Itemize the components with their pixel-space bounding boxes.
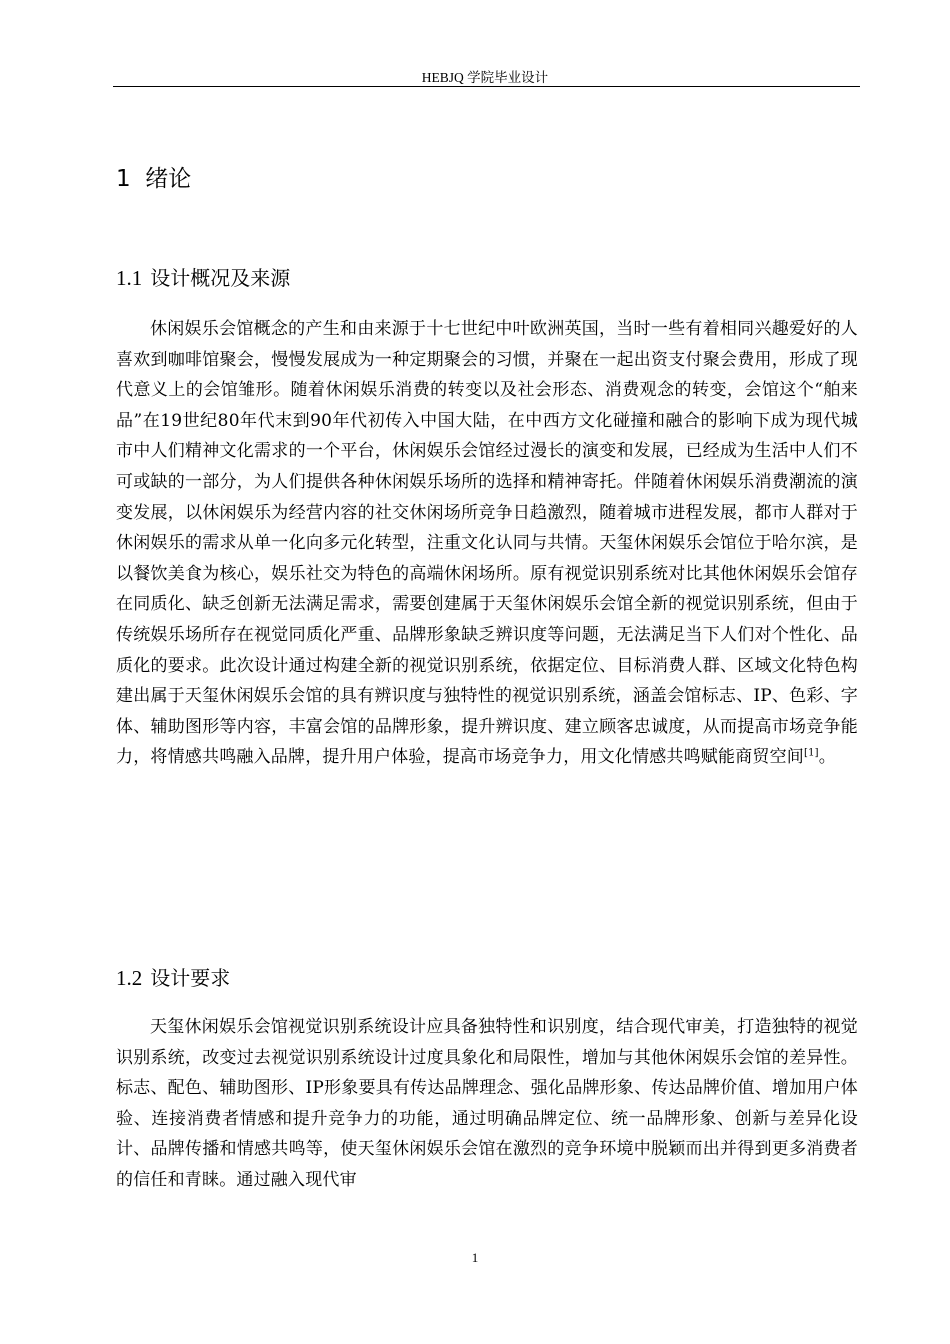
chapter-heading bbox=[116, 160, 191, 193]
chapter-number: 1 bbox=[116, 166, 131, 192]
chapter-title-text: 绪论 bbox=[145, 166, 192, 192]
page-number: 1 bbox=[471, 1250, 479, 1265]
section-paragraph-1-2 bbox=[116, 1012, 858, 1196]
section-title-text: 设计概况及来源 bbox=[150, 266, 291, 290]
page-header-title: HEBJQ 学院毕业设计 bbox=[421, 70, 549, 85]
paragraph-text: 天玺休闲娱乐会馆视觉识别系统设计应具备独特性和识别度，结合现代审美，打造独特的视觉识别系统，改变过去视觉识别系统设计过度具象化和局限性，增加与其他休闲娱乐会馆的差异性。标志、配色、辅助图形、IP形象要具有传达品牌理念、强化品牌形象、传达品牌价值、增加用户体验、连接消费者情感和提升竞争力的功能，通过明确品牌定位、统一品牌形象、创新与差异化设计、品牌传播和情感共鸣等，使天玺休闲娱乐会馆在激烈的竞争环境中脱颖而出并得到更多消费者的信任和青睐。通过融入现代审 bbox=[116, 1017, 858, 1190]
section-number: 1.2 bbox=[116, 966, 143, 990]
paragraph-end: 。 bbox=[818, 747, 836, 768]
paragraph-text: 休闲娱乐会馆概念的产生和由来源于十七世纪中叶欧洲英国，当时一些有着相同兴趣爱好的人喜欢到咖啡馆聚会，慢慢发展成为一种定期聚会的习惯，并聚在一起出资支付聚会费用，形成了现代意义上的会馆雏形。随着休闲娱乐消费的转变以及社会形态、消费观念的转变，会馆这个“舶来品”在19世纪80年代末到90年代初传入中国大陆，在中西方文化碰撞和融合的影响下成为现代城市中人们精神文化需求的一个平台，休闲娱乐会馆经过漫长的演变和发展，已经成为生活中人们不可或缺的一部分，为人们提供各种休闲娱乐场所的选择和精神寄托。伴随着休闲娱乐消费潮流的演变发展，以休闲娱乐为经营内容的社交休闲场所竞争日趋激烈，随着城市进程发展，都市人群对于休闲娱乐的需求从单一化向多元化转型，注重文化认同与共情。天玺休闲娱乐会馆位于哈尔滨，是以餐饮美食为核心，娱乐社交为特色的高端休闲场所。原有视觉识别系统对比其他休闲娱乐会馆存在同质化、缺乏创新无法满足需求，需要创建属于天玺休闲娱乐会馆全新的视觉识别系统，但由于传统娱乐场所存在视觉同质化严重、品牌形象缺乏辨识度等问题，无法满足当下人们对个性化、品质化的要求。此次设计通过构建全新的视觉识别系统，依据定位、目标消费人群、区域文化特色构建出属于天玺休闲娱乐会馆的具有辨识度与独特性的视觉识别系统，涵盖会馆标志、IP、色彩、字体、辅助图形等内容，丰富会馆的品牌形象，提升辨识度、建立顾客忠诚度，从而提高市场竞争能力，将情感共鸣融入品牌，提升用户体验，提高市场竞争力，用文化情感共鸣赋能商贸空间 bbox=[116, 319, 858, 768]
section-heading-1-2 bbox=[116, 962, 230, 991]
section-heading-1-1 bbox=[116, 262, 290, 291]
section-number: 1.1 bbox=[116, 266, 143, 290]
section-title-text: 设计要求 bbox=[150, 966, 231, 990]
header-divider bbox=[113, 86, 860, 87]
section-paragraph-1-1 bbox=[116, 314, 858, 773]
citation-ref: [1] bbox=[804, 747, 819, 759]
